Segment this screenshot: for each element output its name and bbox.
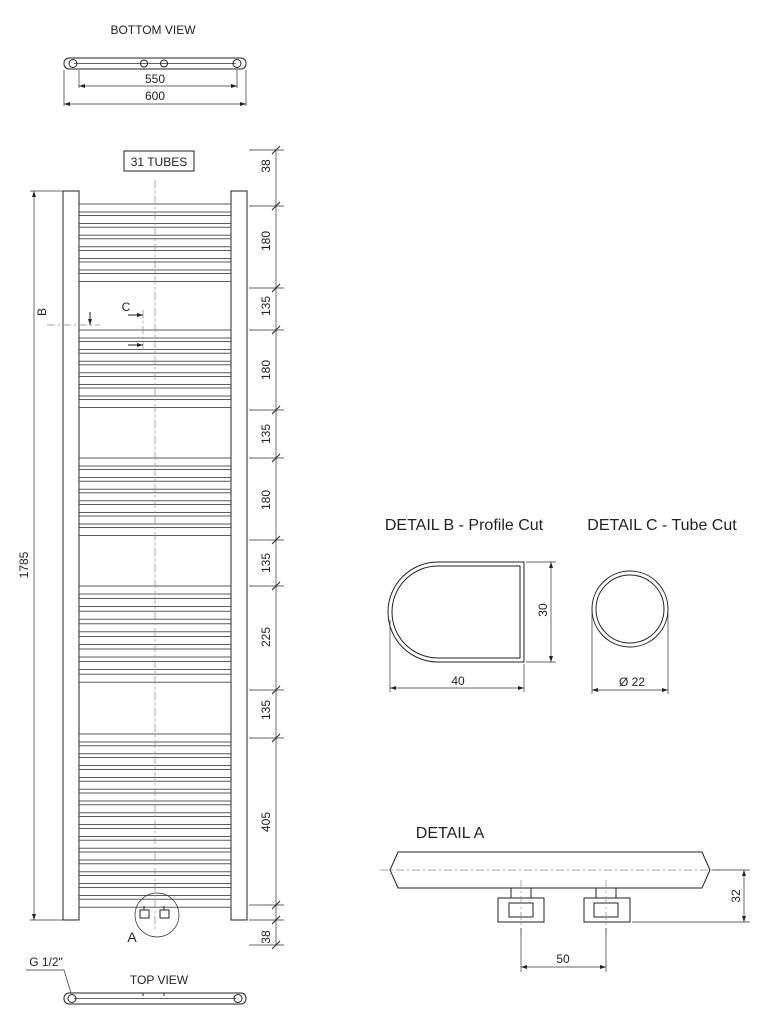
right-dim-7: 135	[259, 552, 273, 574]
right-dim-2: 180	[259, 230, 273, 252]
connection-label: G 1/2"	[29, 955, 63, 969]
detail-c-diameter-label: Ø 22	[618, 675, 646, 689]
detail-a-profile	[390, 852, 710, 888]
right-dim-3: 135	[259, 295, 273, 317]
tubes-label: 31 TUBES	[130, 155, 188, 169]
dim-1785	[17, 191, 63, 920]
detail-a-height-label: 32	[729, 889, 743, 903]
right-dim-11: 38	[259, 930, 273, 944]
tube-outer	[592, 571, 668, 647]
detail-c-diameter-dim	[592, 612, 668, 694]
dim-550-label: 550	[144, 72, 166, 86]
detail-c-title: DETAIL C - Tube Cut	[587, 517, 737, 534]
marker-a	[127, 893, 179, 945]
top-view-label: TOP VIEW	[129, 973, 189, 987]
detail-b-width-label: 40	[451, 674, 465, 688]
detail-b-title: DETAIL B - Profile Cut	[384, 517, 544, 534]
detail-b-height-label: 30	[536, 603, 550, 617]
bottom-view-label: BOTTOM VIEW	[110, 23, 196, 37]
right-profile	[231, 191, 247, 920]
marker-a-label: A	[127, 929, 137, 945]
marker-b	[35, 308, 100, 325]
profile-inner	[392, 566, 520, 658]
dim-600-label: 600	[144, 89, 166, 103]
marker-b-label: B	[35, 307, 49, 317]
top-view	[26, 955, 246, 1004]
right-dim-10: 405	[259, 811, 273, 833]
right-dim-1: 38	[259, 159, 273, 173]
detail-a-height-dim	[632, 870, 750, 922]
bottom-view	[64, 23, 246, 106]
dim-550	[79, 70, 237, 88]
dim-1785-label: 1785	[17, 551, 31, 579]
right-dim-6: 180	[259, 489, 273, 511]
right-dim-chain	[249, 146, 284, 949]
front-view	[17, 146, 284, 949]
detail-b-width-dim	[390, 620, 524, 692]
bottom-view-bar	[64, 58, 246, 69]
tube-inner	[596, 575, 664, 643]
detail-a-spacing-label: 50	[556, 952, 570, 966]
left-profile	[63, 191, 79, 920]
detail-b	[385, 517, 556, 692]
detail-b-height-dim	[526, 562, 556, 662]
marker-c	[122, 300, 143, 350]
right-dim-8: 225	[259, 626, 273, 648]
right-dim-9: 135	[259, 699, 273, 721]
right-dim-4: 180	[259, 359, 273, 381]
right-dim-5: 135	[259, 423, 273, 445]
detail-a-spacing-dim	[521, 928, 606, 972]
detail-a-title: DETAIL A	[415, 825, 485, 842]
detail-c	[587, 517, 737, 694]
marker-c-label: C	[121, 300, 131, 314]
detail-a	[380, 825, 750, 972]
top-view-bar	[64, 993, 246, 1004]
